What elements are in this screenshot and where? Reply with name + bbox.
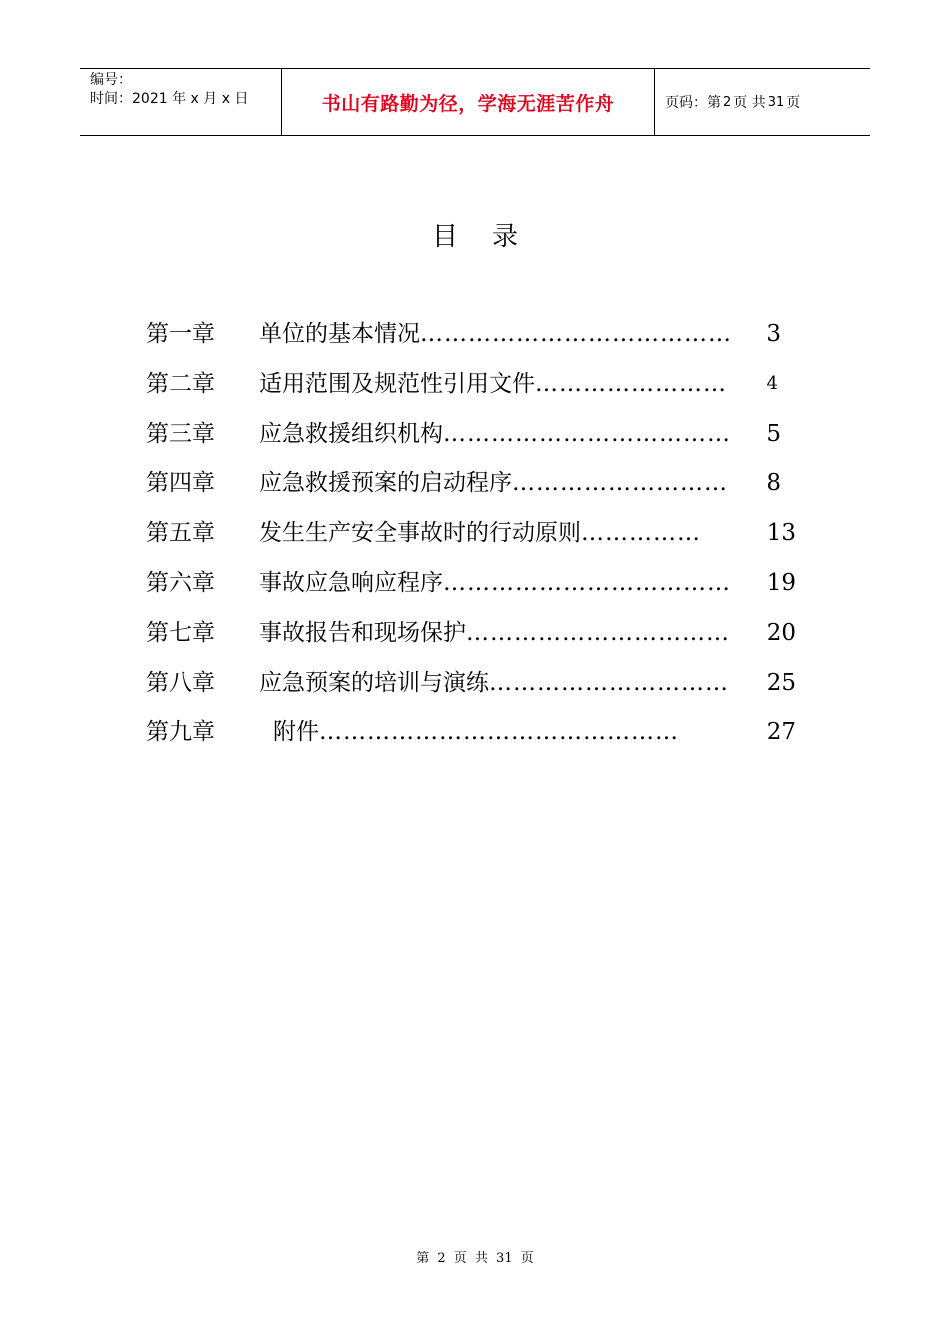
toc-page-number: 8 [766, 470, 781, 497]
toc-title: 适用范围及规范性引用文件…………………… [259, 370, 727, 397]
document-number-label: 编号： [90, 72, 132, 88]
toc-chapter: 第三章 [146, 420, 215, 447]
toc-title: 事故应急响应程序……………………………… [259, 569, 731, 596]
toc-chapter: 第一章 [146, 321, 215, 347]
toc-leader-dots: ……………………… [512, 470, 728, 497]
toc-entry[interactable] [146, 563, 806, 613]
toc-leader-dots: …………………………… [466, 619, 730, 646]
table-of-contents [146, 314, 806, 762]
toc-title: 应急救援预案的启动程序……………………… [259, 470, 728, 497]
toc-title: 单位的基本情况………………………………… [259, 321, 732, 347]
toc-title: 应急救援组织机构……………………………… [259, 420, 731, 447]
header-meta [80, 69, 281, 135]
toc-entry[interactable] [146, 364, 806, 414]
toc-entry[interactable] [146, 613, 806, 663]
toc-title: 应急预案的培训与演练………………………… [259, 669, 729, 696]
toc-title: 附件……………………………………… [273, 719, 679, 746]
toc-chapter: 第七章 [146, 619, 215, 646]
page-info-total: 31 [767, 94, 785, 110]
toc-chapter: 第九章 [146, 719, 215, 746]
toc-page-number: 4 [766, 372, 778, 394]
page-header [80, 68, 870, 136]
page-info-mid: 页 共 [733, 95, 766, 111]
toc-page-number: 20 [766, 619, 796, 646]
toc-chapter: 第八章 [146, 669, 215, 696]
page-info-current: 2 [723, 94, 732, 110]
toc-title: 发生生产安全事故时的行动原则…………… [259, 520, 701, 547]
toc-leader-dots: ………………………… [489, 669, 729, 696]
toc-page-number: 13 [766, 520, 796, 547]
page-info-suffix: 页 [786, 95, 801, 111]
toc-entry[interactable] [146, 314, 806, 364]
toc-leader-dots: …………… [581, 520, 701, 547]
header-page-info [655, 69, 870, 135]
toc-page-number: 25 [766, 669, 796, 696]
toc-chapter: 第五章 [146, 520, 215, 547]
toc-leader-dots: …………………… [535, 370, 727, 397]
page-info-prefix: 页码：第 [665, 95, 721, 111]
toc-page-number: 5 [766, 420, 781, 447]
toc-chapter: 第二章 [146, 370, 215, 397]
page-footer: 第 2 页 共 31 页 [416, 1251, 534, 1266]
header-motto: 书山有路勤为径，学海无涯苦作舟 [281, 69, 655, 135]
toc-page-number: 27 [766, 719, 796, 746]
toc-entry[interactable] [146, 513, 806, 563]
toc-entry[interactable] [146, 663, 806, 713]
toc-entry[interactable] [146, 463, 806, 513]
toc-leader-dots: ……………………………………… [319, 719, 679, 746]
toc-title: 事故报告和现场保护…………………………… [259, 619, 730, 646]
toc-entry[interactable] [146, 712, 806, 762]
toc-leader-dots: ……………………………… [443, 420, 731, 447]
toc-leader-dots: ………………………………… [420, 321, 732, 347]
toc-page-number: 3 [766, 321, 781, 347]
toc-chapter: 第四章 [146, 470, 215, 497]
toc-chapter: 第六章 [146, 569, 215, 596]
toc-page-number: 19 [766, 569, 796, 596]
toc-leader-dots: ……………………………… [443, 569, 731, 596]
toc-heading: 目录 [431, 222, 552, 252]
document-time-label: 时间：2021 年 x 月 x 日 [90, 91, 249, 107]
toc-entry[interactable] [146, 414, 806, 464]
